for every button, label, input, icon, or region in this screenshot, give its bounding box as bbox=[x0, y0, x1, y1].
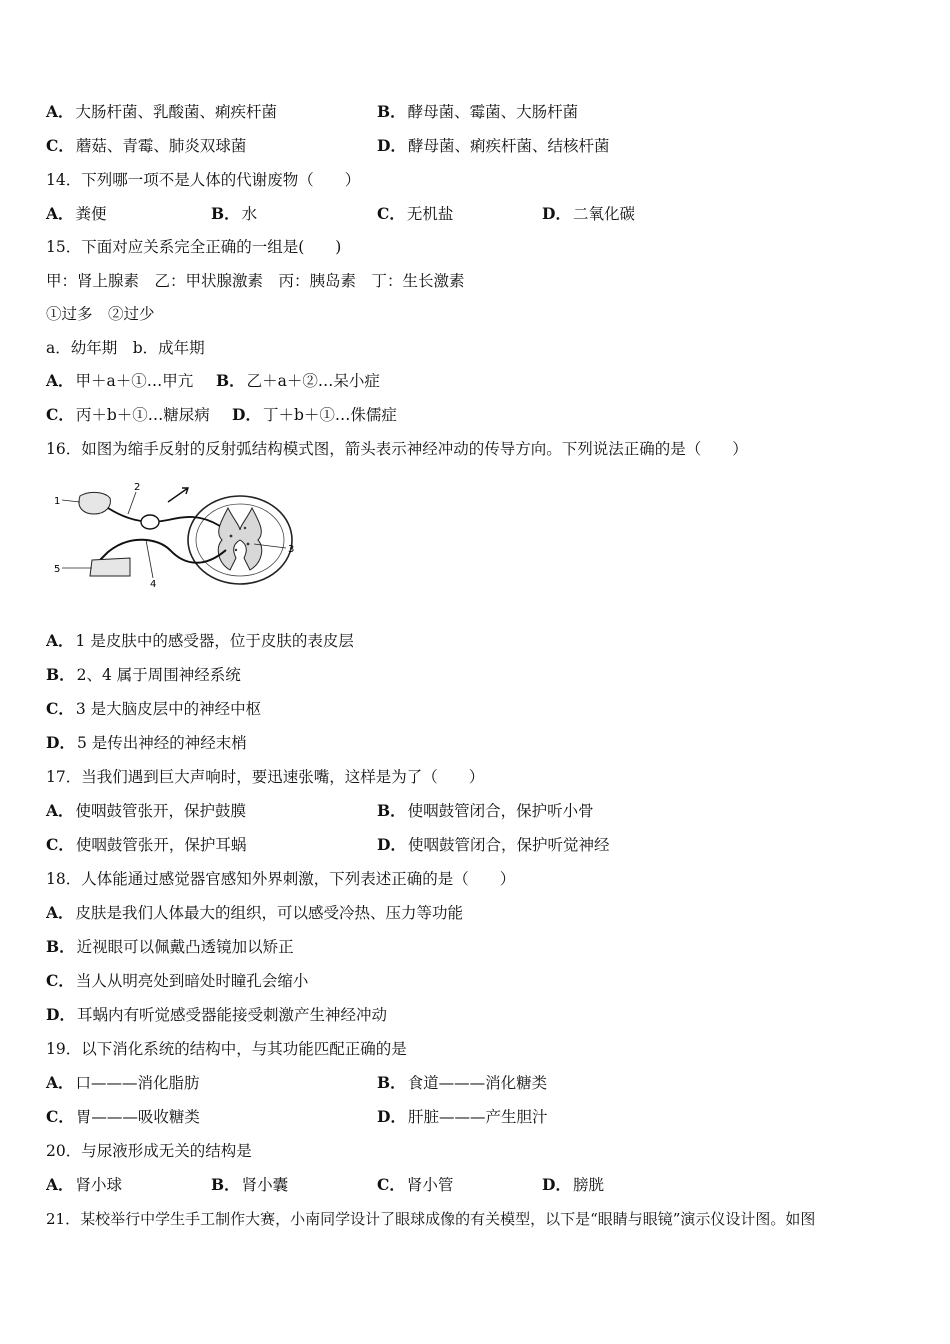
q20-option-c[interactable]: C． 肾小管 bbox=[377, 1175, 454, 1194]
q20-option-d[interactable]: D． 膀胱 bbox=[542, 1175, 604, 1194]
q18-option-d[interactable]: D． 耳蜗内有听觉感受器能接受刺激产生神经冲动 bbox=[46, 1005, 387, 1024]
figure-label-1: 1 bbox=[54, 496, 61, 507]
q17-option-c[interactable]: C． 使咽鼓管张开，保护耳蜗 bbox=[46, 835, 247, 854]
q16-option-b[interactable]: B． 2、4 属于周围神经系统 bbox=[46, 665, 241, 684]
reflex-arc-diagram bbox=[50, 478, 300, 588]
q15-amount: ①过多 ②过少 bbox=[46, 305, 155, 323]
q17-option-d[interactable]: D． 使咽鼓管闭合，保护听觉神经 bbox=[377, 835, 610, 854]
q20-stem: 20．与尿液形成无关的结构是 bbox=[46, 1142, 252, 1160]
q15-period: a．幼年期 b．成年期 bbox=[46, 339, 205, 357]
ganglion bbox=[141, 515, 159, 529]
q19-option-b[interactable]: B． 食道———消化糖类 bbox=[377, 1073, 548, 1092]
q15-hormones: 甲：肾上腺素 乙：甲状腺激素 丙：胰岛素 丁：生长激素 bbox=[46, 272, 465, 290]
neuron-dot bbox=[247, 543, 250, 546]
neuron-dot bbox=[244, 527, 246, 529]
q16-option-a[interactable]: A． 1 是皮肤中的感受器，位于皮肤的表皮层 bbox=[46, 631, 354, 650]
q17-option-b[interactable]: B． 使咽鼓管闭合，保护听小骨 bbox=[377, 801, 594, 820]
figure-label-5: 5 bbox=[54, 564, 61, 575]
q16-option-c[interactable]: C． 3 是大脑皮层中的神经中枢 bbox=[46, 699, 262, 718]
q15-option-a[interactable]: A． 甲＋a＋①…甲亢 bbox=[46, 371, 194, 390]
q20-option-b[interactable]: B． 肾小囊 bbox=[211, 1175, 289, 1194]
q21-stem: 21．某校举行中学生手工制作大赛，小南同学设计了眼球成像的有关模型，以下是“眼睛与眼镜”演示仪设计图。如图 bbox=[46, 1210, 816, 1228]
q13-option-c[interactable]: C． 蘑菇、青霉、肺炎双球菌 bbox=[46, 136, 247, 155]
q18-stem: 18．人体能通过感觉器官感知外界刺激，下列表述正确的是（ ） bbox=[46, 870, 516, 888]
q17-stem: 17．当我们遇到巨大声响时，要迅速张嘴，这样是为了（ ） bbox=[46, 768, 485, 786]
q14-option-d[interactable]: D． 二氧化碳 bbox=[542, 204, 635, 223]
q14-option-a[interactable]: A． 粪便 bbox=[46, 204, 107, 223]
q18-option-a[interactable]: A． 皮肤是我们人体最大的组织，可以感受冷热、压力等功能 bbox=[46, 903, 464, 922]
q15-option-c[interactable]: C． 丙＋b＋①…糖尿病 bbox=[46, 405, 210, 424]
impulse-arrow bbox=[168, 488, 188, 502]
effector bbox=[90, 558, 130, 576]
q19-option-a[interactable]: A． 口———消化脂肪 bbox=[46, 1073, 200, 1092]
afferent-nerve bbox=[108, 508, 220, 526]
leader-line-1 bbox=[62, 500, 80, 502]
q14-option-b[interactable]: B． 水 bbox=[211, 204, 258, 223]
q13-option-d[interactable]: D． 酵母菌、痢疾杆菌、结核杆菌 bbox=[377, 136, 610, 155]
q17-option-a[interactable]: A． 使咽鼓管张开，保护鼓膜 bbox=[46, 801, 247, 820]
q13-option-a[interactable]: A． 大肠杆菌、乳酸菌、痢疾杆菌 bbox=[46, 102, 278, 121]
q13-option-b[interactable]: B． 酵母菌、霉菌、大肠杆菌 bbox=[377, 102, 579, 121]
q19-option-c[interactable]: C． 胃———吸收糖类 bbox=[46, 1107, 200, 1126]
figure-label-2: 2 bbox=[134, 482, 141, 493]
q20-option-a[interactable]: A． 肾小球 bbox=[46, 1175, 123, 1194]
q15-option-b[interactable]: B． 乙＋a＋②…呆小症 bbox=[216, 371, 380, 390]
leader-line-2 bbox=[128, 492, 136, 514]
leader-line-4 bbox=[146, 540, 153, 578]
q19-stem: 19．以下消化系统的结构中，与其功能匹配正确的是 bbox=[46, 1040, 407, 1058]
q15-stem: 15．下面对应关系完全正确的一组是( ) bbox=[46, 238, 342, 256]
q14-option-c[interactable]: C． 无机盐 bbox=[377, 204, 454, 223]
q18-option-b[interactable]: B． 近视眼可以佩戴凸透镜加以矫正 bbox=[46, 937, 294, 956]
neuron-dot bbox=[230, 535, 233, 538]
q14-stem: 14．下列哪一项不是人体的代谢废物（ ） bbox=[46, 171, 361, 189]
neuron-dot bbox=[235, 549, 237, 551]
q16-option-d[interactable]: D． 5 是传出神经的神经末梢 bbox=[46, 733, 247, 752]
q18-option-c[interactable]: C． 当人从明亮处到暗处时瞳孔会缩小 bbox=[46, 971, 309, 990]
q16-stem: 16．如图为缩手反射的反射弧结构模式图，箭头表示神经冲动的传导方向。下列说法正确的是（ ） bbox=[46, 440, 748, 458]
receptor-skin bbox=[79, 492, 110, 514]
figure-label-3: 3 bbox=[288, 544, 295, 555]
reflex-arc-figure bbox=[50, 478, 300, 588]
q19-option-d[interactable]: D． 肝脏———产生胆汁 bbox=[377, 1107, 548, 1126]
q15-option-d[interactable]: D． 丁＋b＋①…侏儒症 bbox=[232, 405, 397, 424]
grey-matter bbox=[218, 508, 261, 570]
figure-label-4: 4 bbox=[150, 579, 157, 588]
